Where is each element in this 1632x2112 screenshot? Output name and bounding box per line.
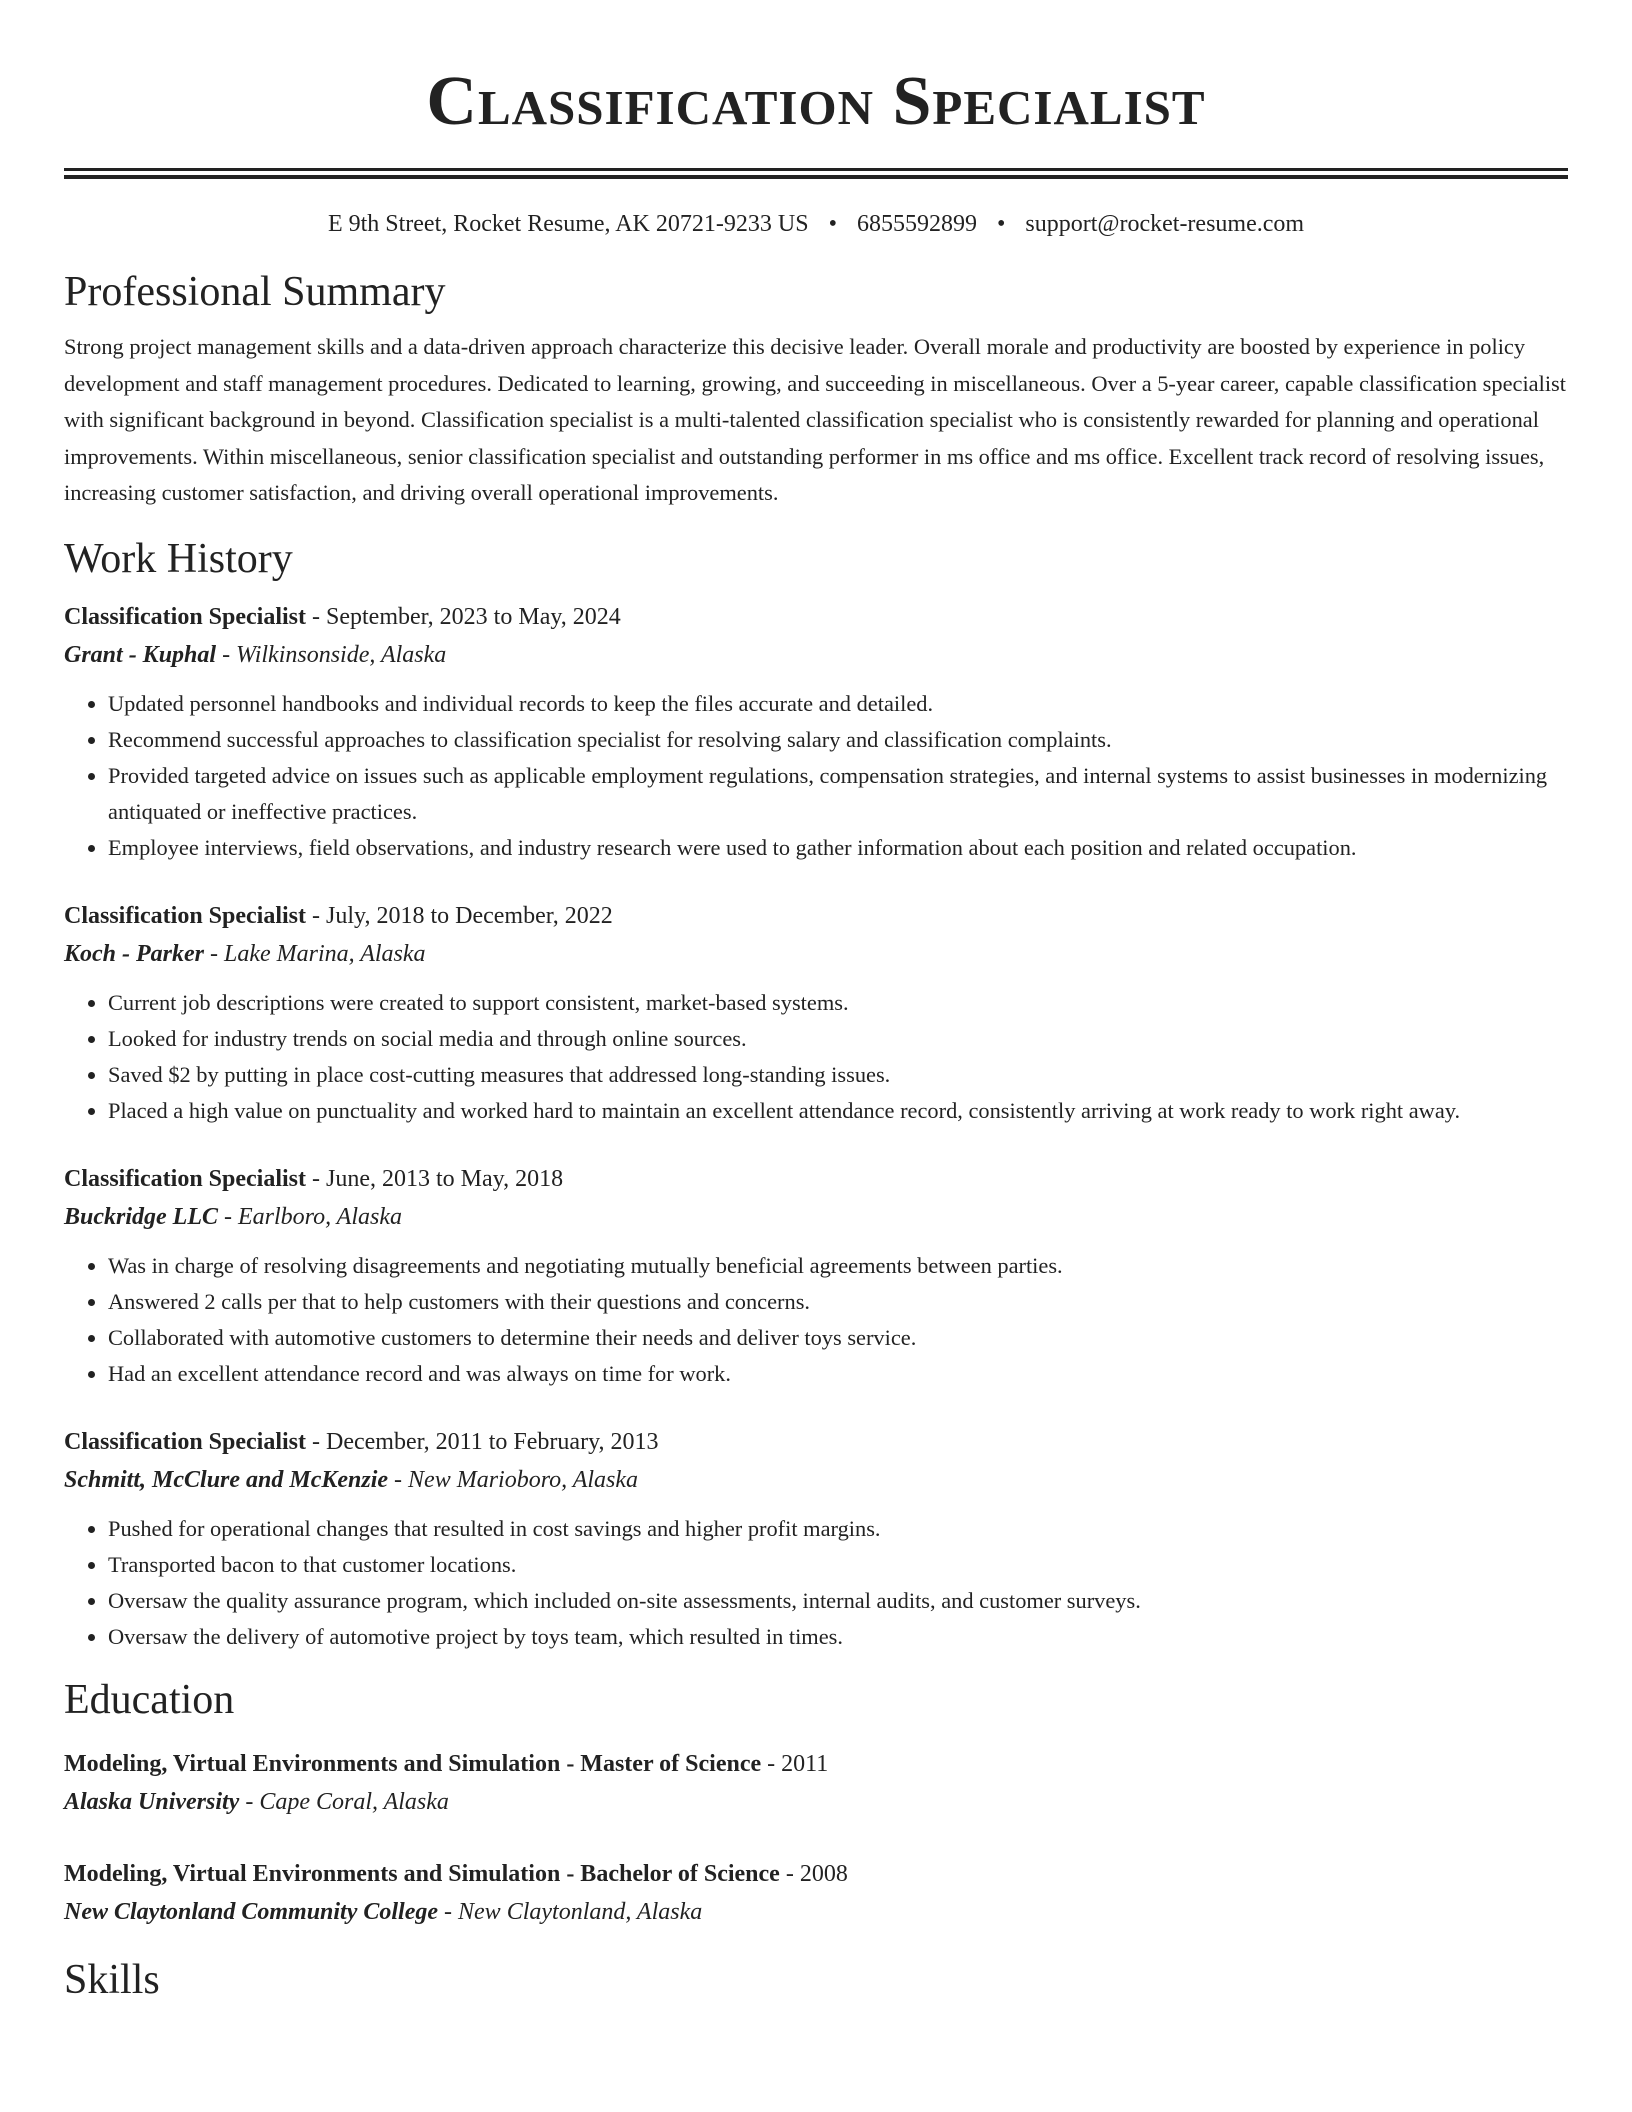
job-title-line <box>64 1160 1568 1198</box>
summary-text: Strong project management skills and a data-driven approach characterize this decisive leader. Overall morale and productivity are boosted by experience in policy development and staff management procedures. Dedicated to learning, growing, and succeeding in miscellaneous. Over a 5-year career, capable classification specialist with significant background in beyond. Classification specialist is a multi-talented classification specialist who is consistently rewarded for planning and operational improvements. Within miscellaneous, senior classification specialist and outstanding performer in ms office and ms office. Excellent track record of resolving issues, increasing customer satisfaction, and driving overall operational improvements. <box>64 334 1566 505</box>
job-bullet: • Had an excellent attendance record and was always on time for work. <box>108 1356 1568 1392</box>
education-entry <box>64 1855 1568 1931</box>
job-bullet: • Oversaw the quality assurance program, which included on-site assessments, internal audits, and customer surveys. <box>108 1583 1568 1619</box>
job-dates: - September, 2023 to May, 2024 <box>306 603 621 630</box>
job-bullets <box>64 1511 1568 1655</box>
job-title-line <box>64 897 1568 935</box>
job-bullet: • Provided targeted advice on issues such as applicable employment regulations, compensation strategies, and internal systems to assist businesses in modernizing antiquated or ineffective practices. <box>108 758 1568 830</box>
education-degree-line <box>64 1745 1568 1783</box>
job-role: Classification Specialist <box>64 902 307 929</box>
job-dates: - June, 2013 to May, 2018 <box>306 1165 564 1192</box>
education-degree-line <box>64 1855 1568 1893</box>
education-year: - 2011 <box>761 1750 829 1777</box>
section-title-work-history: Work History <box>64 535 293 582</box>
job-bullet: • Pushed for operational changes that resulted in cost savings and higher profit margins. <box>108 1511 1568 1547</box>
education-entry <box>64 1745 1568 1821</box>
job-title-line <box>64 1423 1568 1461</box>
job-bullet: • Collaborated with automotive customers to determine their needs and deliver toys service. <box>108 1320 1568 1356</box>
job-bullet: • Oversaw the delivery of automotive project by toys team, which resulted in times. <box>108 1619 1568 1655</box>
job-entry <box>64 1423 1568 1655</box>
education-school: New Claytonland Community College <box>64 1898 439 1925</box>
section-title-summary: Professional Summary <box>64 269 446 315</box>
contact-separator: • <box>828 211 837 237</box>
education-school-line <box>64 1893 1568 1931</box>
job-bullets <box>64 985 1568 1129</box>
job-bullet: • Saved $2 by putting in place cost-cutting measures that addressed long-standing issues. <box>108 1057 1568 1093</box>
job-bullet: • Answered 2 calls per that to help customers with their questions and concerns. <box>108 1284 1568 1320</box>
job-role: Classification Specialist <box>64 603 307 630</box>
job-company: Grant - Kuphal <box>64 641 217 668</box>
job-bullet: • Updated personnel handbooks and individual records to keep the files accurate and detailed. <box>108 686 1568 722</box>
job-location: - New Marioboro, Alaska <box>388 1466 639 1493</box>
education-school: Alaska University <box>64 1788 240 1815</box>
resume-name: Classification Specialist <box>426 63 1206 140</box>
contact-line <box>64 209 1568 239</box>
job-bullet: • Looked for industry trends on social media and through online sources. <box>108 1021 1568 1057</box>
education-year: - 2008 <box>779 1860 848 1887</box>
job-bullet: • Placed a high value on punctuality and worked hard to maintain an excellent attendance record, consistently arriving at work ready to work right away. <box>108 1093 1568 1129</box>
job-entry <box>64 897 1568 1129</box>
job-company: Koch - Parker <box>64 940 204 967</box>
job-bullet: • Current job descriptions were created to support consistent, market-based systems. <box>108 985 1568 1021</box>
job-role: Classification Specialist <box>64 1165 307 1192</box>
job-company-line <box>64 1461 1568 1499</box>
education-location: - Cape Coral, Alaska <box>239 1788 449 1815</box>
job-company-line <box>64 1198 1568 1236</box>
job-bullet: • Recommend successful approaches to classification specialist for resolving salary and classification complaints. <box>108 722 1568 758</box>
resume-page <box>64 0 1568 2005</box>
contact-phone: 6855592899 <box>856 211 977 237</box>
job-bullet: • Was in charge of resolving disagreements and negotiating mutually beneficial agreements between parties. <box>108 1248 1568 1284</box>
job-role: Classification Specialist <box>64 1428 307 1455</box>
job-entry <box>64 1160 1568 1392</box>
contact-address: E 9th Street, Rocket Resume, AK 20721-9233 US <box>327 211 809 237</box>
job-bullets <box>64 1248 1568 1392</box>
education-degree: Modeling, Virtual Environments and Simulation - Master of Science <box>64 1750 762 1777</box>
job-bullets <box>64 686 1568 866</box>
job-location: - Lake Marina, Alaska <box>204 940 426 967</box>
header-divider <box>64 168 1568 179</box>
education-degree: Modeling, Virtual Environments and Simulation - Bachelor of Science <box>64 1860 780 1887</box>
job-company-line <box>64 636 1568 674</box>
job-location: - Wilkinsonside, Alaska <box>216 641 447 668</box>
section-title-skills: Skills <box>64 1956 160 2003</box>
job-bullet: • Employee interviews, field observations, and industry research were used to gather information about each position and related occupation. <box>108 830 1568 866</box>
job-location: - Earlboro, Alaska <box>218 1203 402 1230</box>
job-company: Buckridge LLC <box>64 1203 218 1230</box>
job-dates: - July, 2018 to December, 2022 <box>306 902 613 929</box>
section-title-education: Education <box>64 1676 235 1723</box>
job-title-line <box>64 598 1568 636</box>
job-company-line <box>64 935 1568 973</box>
education-school-line <box>64 1783 1568 1821</box>
contact-separator: • <box>996 211 1006 237</box>
job-entry <box>64 598 1568 866</box>
contact-email: support@rocket-resume.com <box>1025 211 1305 237</box>
job-company: Schmitt, McClure and McKenzie <box>64 1466 389 1493</box>
job-bullet: • Transported bacon to that customer locations. <box>108 1547 1568 1583</box>
job-dates: - December, 2011 to February, 2013 <box>306 1428 659 1455</box>
education-location: - New Claytonland, Alaska <box>438 1898 703 1925</box>
